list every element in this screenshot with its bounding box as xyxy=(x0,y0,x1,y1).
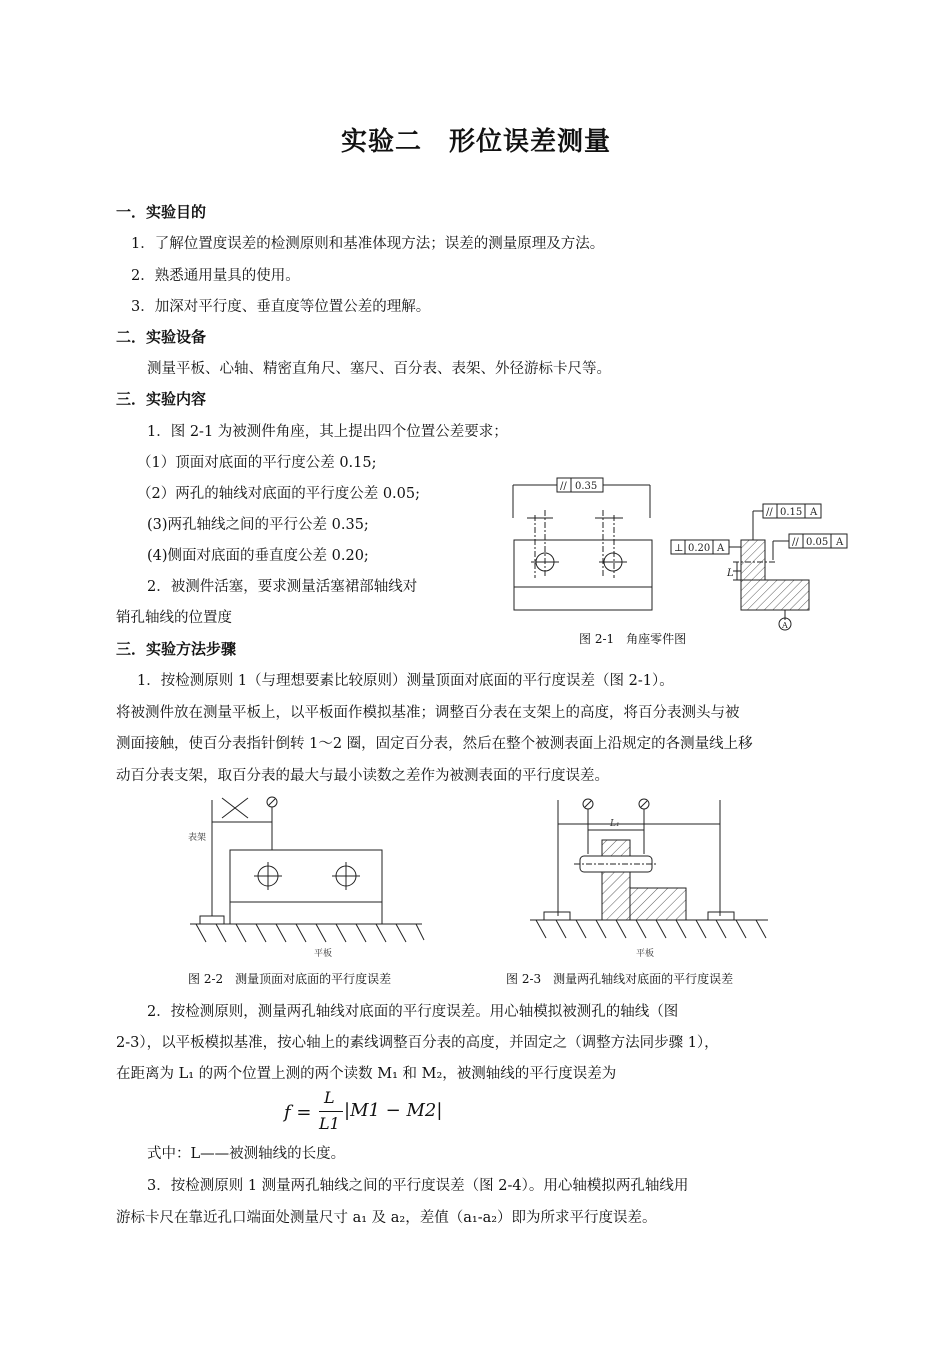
formula-where: 式中：L——被测轴线的长度。 xyxy=(147,1146,346,1162)
content-line-3: （2）两孔的轴线对底面的平行度公差 0.05; xyxy=(137,486,421,502)
tol-sym-parallel-2: // xyxy=(766,507,773,518)
formula-numerator: L xyxy=(324,1088,335,1107)
step2-line-3: 在距离为 L₁ 的两个位置上测的两个读数 M₁ 和 M₂，被测轴线的平行度误差为 xyxy=(116,1066,617,1082)
purpose-item-2: 2．熟悉通用量具的使用。 xyxy=(131,268,300,284)
figure-2-1-drawing xyxy=(505,470,855,632)
figure-2-3-caption: 图 2-3 测量两孔轴线对底面的平行度误差 xyxy=(506,972,734,986)
step3-line-1: 3．按检测原则 1 测量两孔轴线之间的平行度误差（图 2-4）。用心轴模拟两孔轴线用 xyxy=(147,1178,689,1194)
tol-sym-parallel-1: // xyxy=(560,481,567,492)
page-title: 实验二 形位误差测量 xyxy=(340,127,611,157)
label-stand: 表架 xyxy=(188,833,207,843)
step3-line-2: 游标卡尺在靠近孔口端面处测量尺寸 a₁ 及 a₂，差值（a₁-a₂）即为所求平行度误差。 xyxy=(116,1210,657,1226)
figure-2-2-caption: 图 2-2 测量顶面对底面的平行度误差 xyxy=(188,972,392,986)
purpose-item-1: 1．了解位置度误差的检测原则和基准体现方法；误差的测量原理及方法。 xyxy=(131,236,605,252)
content-line-6: 2．被测件活塞，要求测量活塞裙部轴线对 xyxy=(147,579,418,595)
content-line-1: 1．图 2-1 为被测件角座，其上提出四个位置公差要求； xyxy=(147,424,508,440)
step1-line-3: 测面接触，使百分表指针倒转 1～2 圈，固定百分表，然后在整个被测表面上沿规定的各测量线上移 xyxy=(116,736,753,752)
content-line-4: (3)两孔轴线之间的平行公差 0.35; xyxy=(147,517,369,533)
tol-value-020: 0.20 xyxy=(688,543,711,554)
step1-line-1: 1．按检测原则 1（与理想要素比较原则）测量顶面对底面的平行度误差（图 2-1）。 xyxy=(137,673,674,689)
datum-label-a: A xyxy=(782,621,788,630)
section-heading-equipment: 二．实验设备 xyxy=(116,328,207,346)
section-heading-steps: 三．实验方法步骤 xyxy=(116,640,237,658)
formula-lhs: f = xyxy=(284,1102,312,1123)
section-heading-content: 三．实验内容 xyxy=(116,390,207,408)
figure-2-1-caption: 图 2-1 角座零件图 xyxy=(579,632,687,646)
tol-value-015: 0.15 xyxy=(780,507,803,518)
label-plate-2: 平板 xyxy=(314,949,333,959)
content-line-7: 销孔轴线的位置度 xyxy=(116,610,232,626)
label-plate-3: 平板 xyxy=(636,949,655,959)
tol-value-035: 0.35 xyxy=(575,481,598,492)
label-l1: L₁ xyxy=(610,819,620,829)
step2-line-1: 2．按检测原则，测量两孔轴线对底面的平行度误差。用心轴模拟被测孔的轴线（图 xyxy=(147,1004,679,1020)
figure-2-2-drawing xyxy=(186,792,426,962)
purpose-item-3: 3．加深对平行度、垂直度等位置公差的理解。 xyxy=(131,299,431,315)
tol-sym-parallel-3: // xyxy=(792,537,799,548)
tol-sym-perp: ⊥ xyxy=(674,543,684,554)
tol-datum-2: A xyxy=(836,537,844,548)
equipment-text: 测量平板、心轴、精密直角尺、塞尺、百分表、表架、外径游标卡尺等。 xyxy=(147,361,611,377)
tol-datum-1: A xyxy=(810,507,818,518)
dim-label-l: L xyxy=(727,568,734,579)
step1-line-4: 动百分表支架，取百分表的最大与最小读数之差作为被测表面的平行度误差。 xyxy=(116,768,609,784)
formula-abs-term: |M1 − M2| xyxy=(344,1100,443,1121)
formula-denominator: L1 xyxy=(319,1114,340,1133)
step2-line-2: 2-3），以平板模拟基准，按心轴上的素线调整百分表的高度，并固定之（调整方法同步骤 1）， xyxy=(116,1035,719,1051)
step1-line-2: 将被测件放在测量平板上，以平板面作模拟基准；调整百分表在支架上的高度，将百分表测头与被 xyxy=(116,705,740,721)
formula-fraction-bar xyxy=(319,1111,343,1112)
content-line-5: (4)侧面对底面的垂直度公差 0.20; xyxy=(147,548,369,564)
tol-value-005: 0.05 xyxy=(806,537,829,548)
content-line-2: （1）顶面对底面的平行度公差 0.15; xyxy=(137,455,377,471)
figure-2-3-drawing xyxy=(526,792,772,962)
tol-datum-3: A xyxy=(717,543,725,554)
section-heading-purpose: 一．实验目的 xyxy=(116,203,207,221)
